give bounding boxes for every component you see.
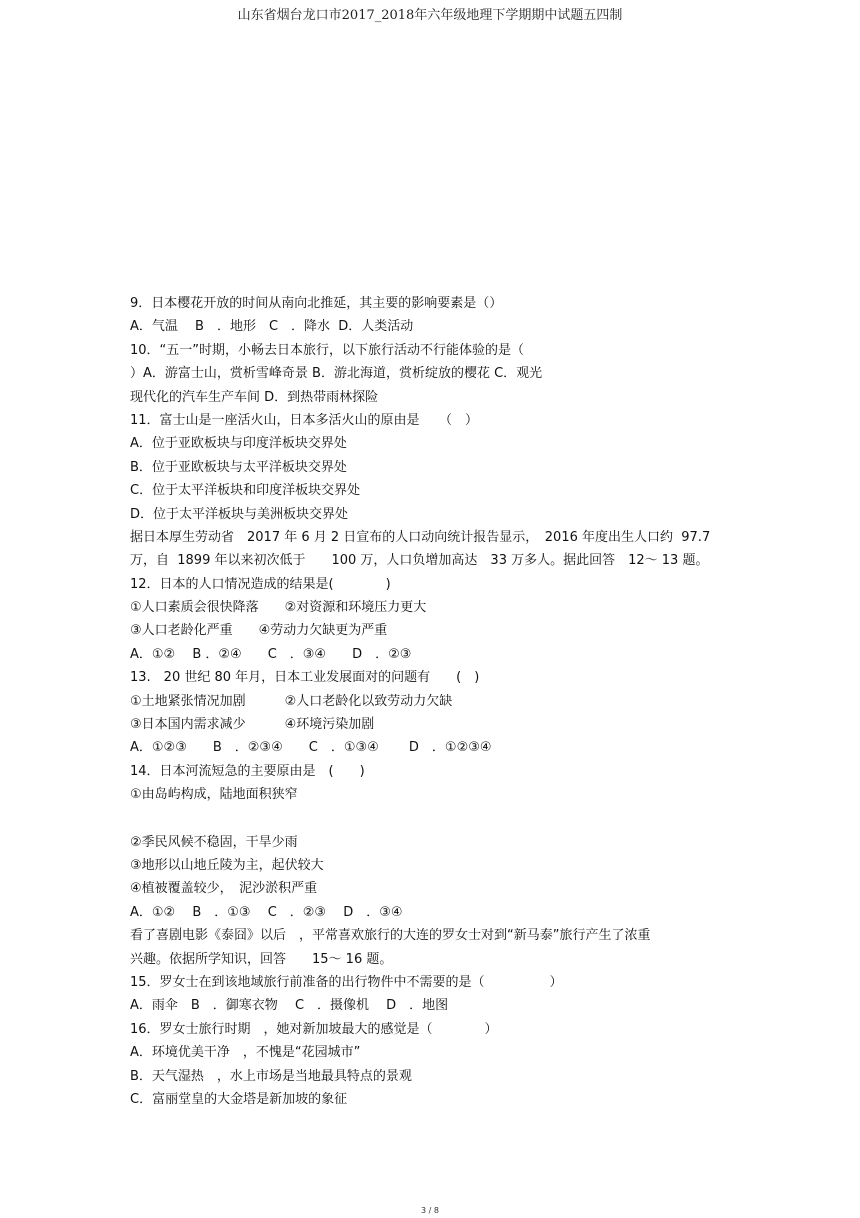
text-line: ②季民风候不稳固，干旱少雨 bbox=[130, 834, 298, 850]
text-line: ③人口老龄化严重 ④劳动力欠缺更为严重 bbox=[130, 623, 388, 639]
text-line: ③日本国内需求减少 ④环境污染加剧 bbox=[130, 717, 375, 733]
text-line: C．富丽堂皇的大金塔是新加坡的象征 bbox=[130, 1091, 348, 1107]
text-line: ）A．游富士山，赏析雪峰奇景 B．游北海道，赏析绽放的樱花 C．观光 bbox=[130, 366, 543, 382]
text-line: ③地形以山地丘陵为主，起伏较大 bbox=[130, 857, 324, 873]
text-line: A．①② B ．②④ C ．③④ D ．②③ bbox=[130, 646, 412, 662]
text-line: A．①② B ．①③ C ．②③ D ．③④ bbox=[130, 904, 403, 920]
text-line: A．雨伞 B ．御寒衣物 C ．摄像机 D ．地图 bbox=[130, 998, 449, 1014]
text-line: A．气温 B ．地形 C ．降水 D．人类活动 bbox=[130, 319, 414, 335]
text-line: 11．富士山是一座活火山，日本多活火山的原由是 （ ） bbox=[130, 412, 479, 428]
text-line: 看了喜剧电影《泰囧》以后 ，平常喜欢旅行的大连的罗女士对到“新马泰”旅行产生了浓重 bbox=[130, 928, 651, 944]
text-line: A．①②③ B ．②③④ C ．①③④ D ．①②③④ bbox=[130, 740, 492, 756]
text-line: B．位于亚欧板块与太平洋板块交界处 bbox=[130, 459, 347, 475]
text-line: ①人口素质会很快降落 ②对资源和环境压力更大 bbox=[130, 600, 427, 616]
question-body bbox=[130, 292, 730, 1111]
text-line: 9．日本樱花开放的时间从南向北推延，其主要的影响要素是（） bbox=[130, 296, 503, 311]
text-line: 13. 20 世纪 80 年月，日本工业发展面对的问题有 ( ) bbox=[130, 670, 480, 686]
text-line: 12．日本的人口情况造成的结果是( ) bbox=[130, 576, 391, 592]
text-line: A．环境优美干净 ，不愧是“花园城市” bbox=[130, 1045, 361, 1061]
text-line: 现代化的汽车生产车间 D．到热带雨林探险 bbox=[130, 389, 379, 405]
page-number: 3 / 8 bbox=[421, 1206, 439, 1215]
text-line: ①由岛屿构成，陆地面积狭窄 bbox=[130, 787, 298, 803]
text-line: 15．罗女士在到该地域旅行前准备的出行物件中不需要的是（ ） bbox=[130, 974, 563, 990]
text-line: 万，自 1899 年以来初次低于 100 万，人口负增加高达 33 万多人。据此回答 12～ 13 题。 bbox=[130, 553, 709, 569]
text-line: 14．日本河流短急的主要原由是 ( ) bbox=[130, 763, 365, 779]
text-line: 兴趣。依据所学知识，回答 15～ 16 题。 bbox=[130, 951, 393, 967]
document-header: 山东省烟台龙口市2017_2018年六年级地理下学期期中试题五四制 bbox=[237, 8, 623, 23]
text-line: 据日本厚生劳动省 2017 年 6 月 2 日宣布的人口动向统计报告显示， 2016 年度出生人口约 97.7 bbox=[130, 529, 711, 545]
blank-gap bbox=[130, 807, 730, 831]
text-line: 16．罗女士旅行时期 ，她对新加坡最大的感觉是（ ） bbox=[130, 1021, 498, 1037]
text-line: ①土地紧张情况加剧 ②人口老龄化以致劳动力欠缺 bbox=[130, 693, 453, 709]
text-line: 10．“五一”时期，小畅去日本旅行，以下旅行活动不行能体验的是（ bbox=[130, 342, 525, 358]
text-line: C．位于太平洋板块和印度洋板块交界处 bbox=[130, 483, 361, 499]
text-line: A．位于亚欧板块与印度洋板块交界处 bbox=[130, 436, 347, 452]
text-line: ④植被覆盖较少， 泥沙淤积严重 bbox=[130, 881, 318, 897]
text-line: B．天气湿热 ，水上市场是当地最具特点的景观 bbox=[130, 1068, 412, 1084]
text-line: D．位于太平洋板块与美洲板块交界处 bbox=[130, 506, 349, 522]
